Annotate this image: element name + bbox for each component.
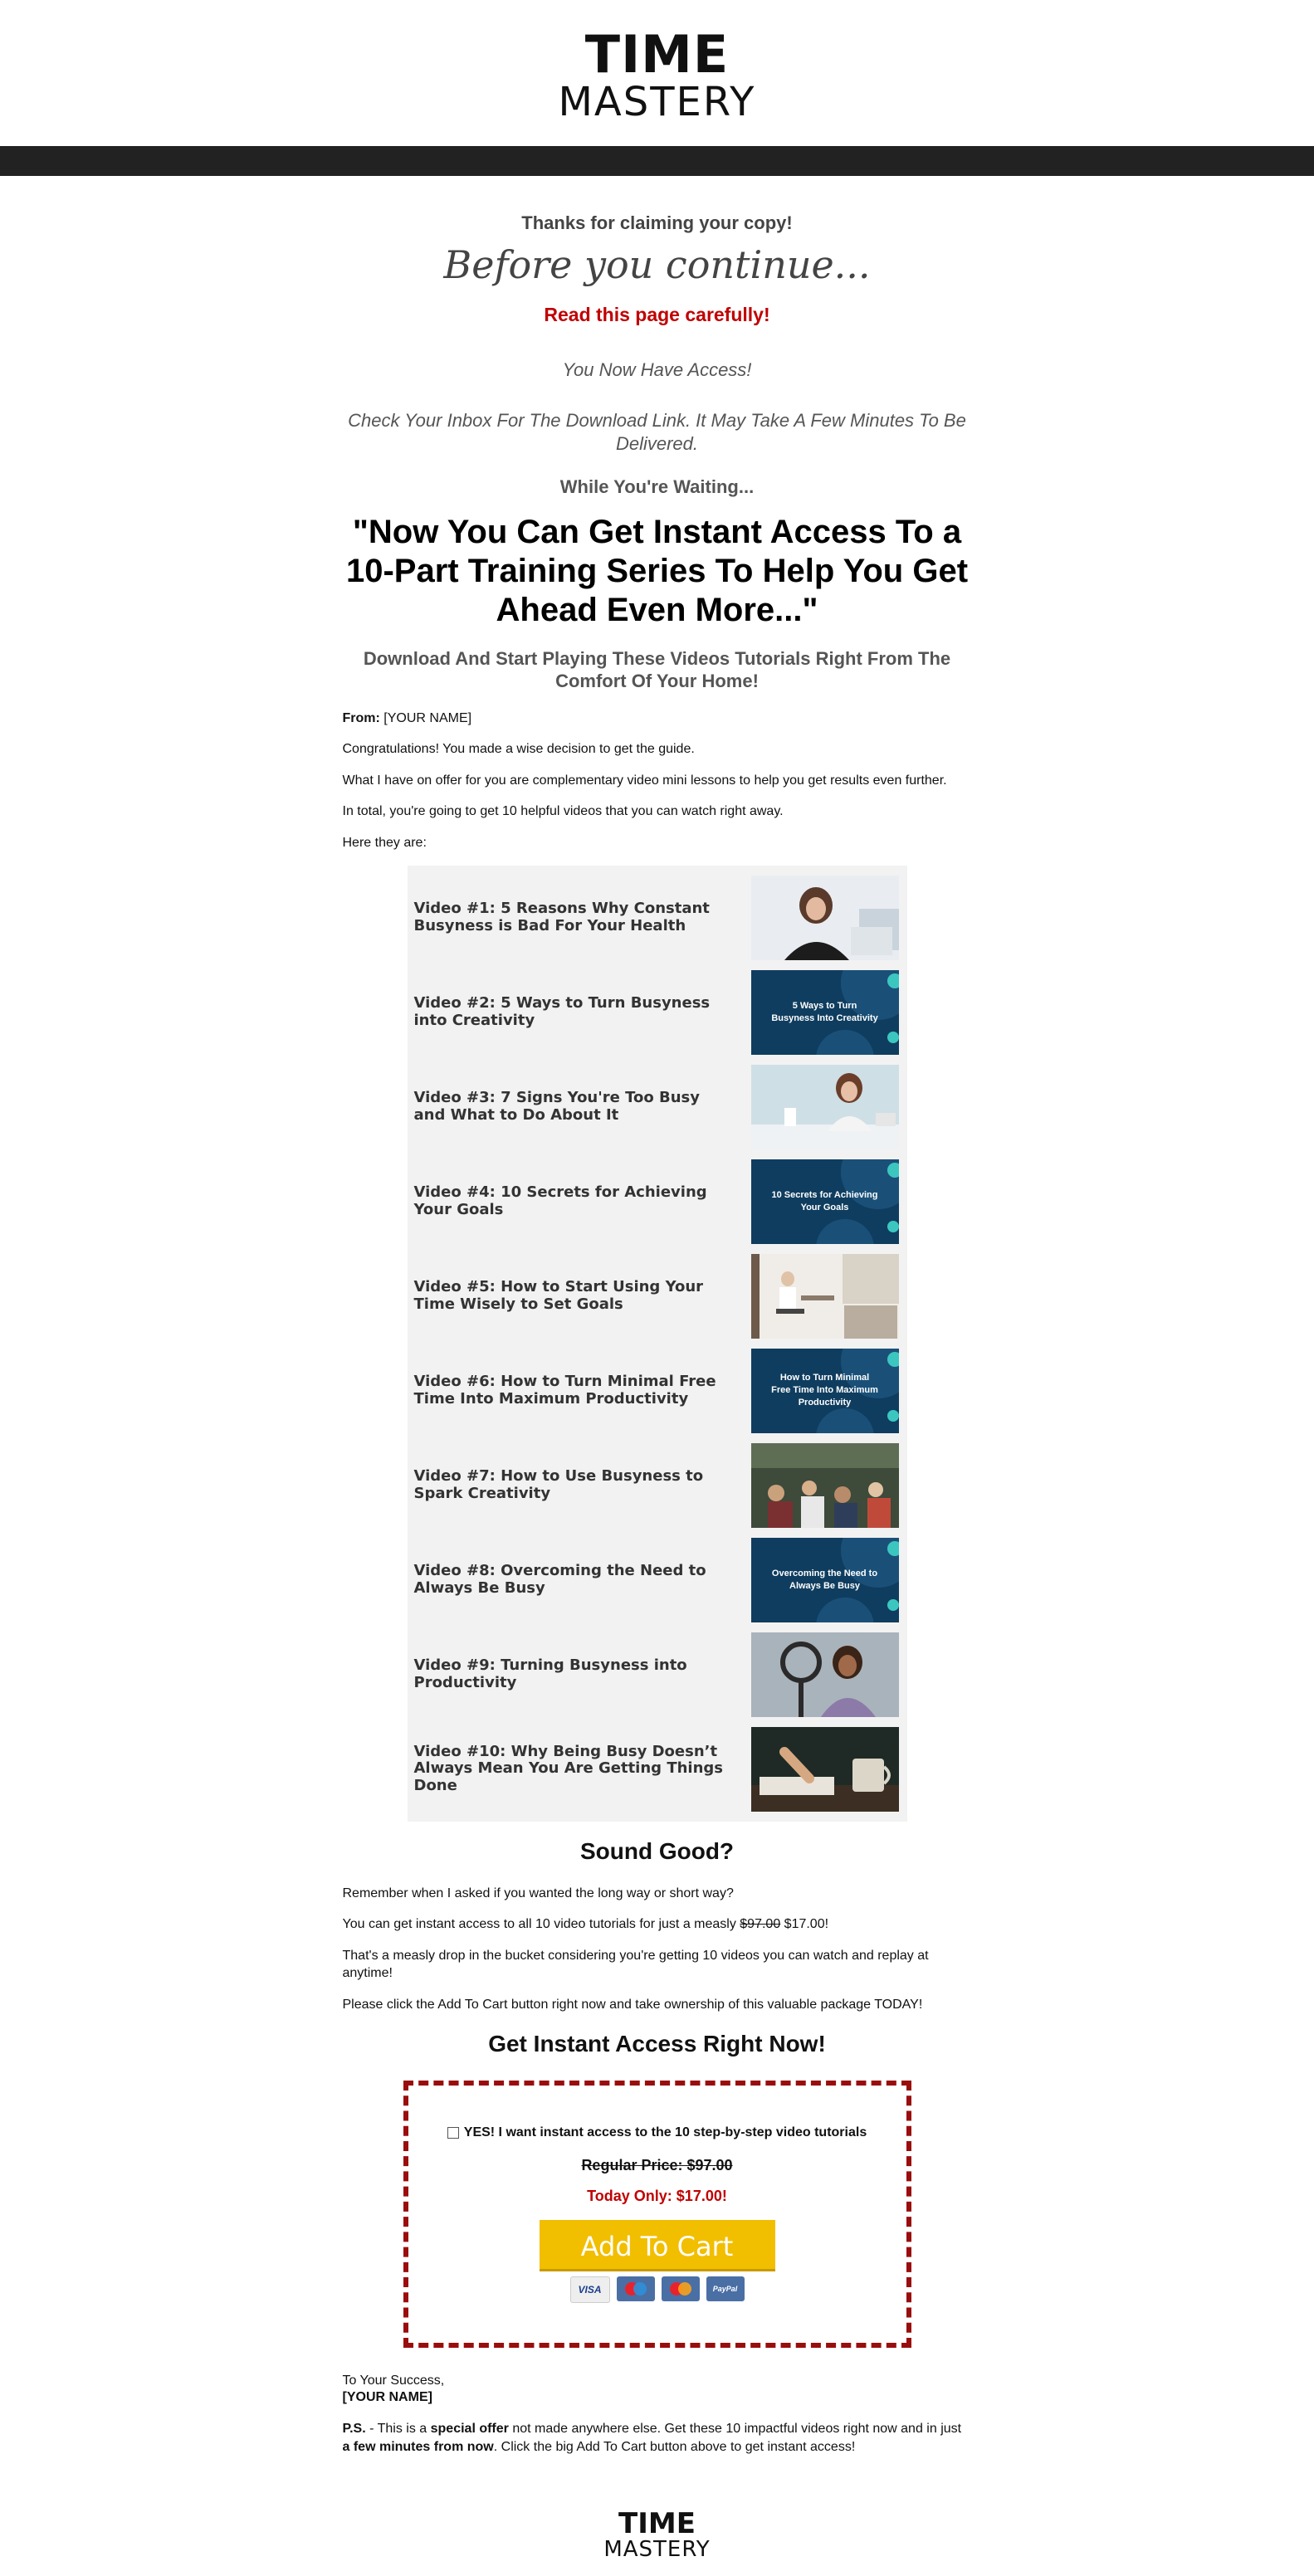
access-text: You Now Have Access! [562,359,752,380]
video-title: Video #4: 10 Secrets for Achieving Your Goals [413,1183,707,1218]
waiting-text: While You're Waiting... [559,476,755,497]
video-title: Video #10: Why Being Busy Doesn’t Always Mean You Are Getting Things Done [413,1742,723,1794]
add-to-cart-button[interactable]: Add To Cart [540,2220,775,2271]
video-title: Video #7: How to Use Busyness to Spark Creativity [413,1466,704,1502]
subheadline: Download And Start Playing These Videos Tutorials Right From The Comfort Of Your Home! [363,647,951,692]
inbox-text: Check Your Inbox For The Download Link. It May Take A Few Minutes To Be Delivered. [348,410,966,454]
video-title: Video #1: 5 Reasons Why Constant Busyness is Bad For Your Health [413,899,710,934]
thumbnail-caption: 5 Ways to Turn Busyness Into Creativity [771,1000,878,1023]
mastercard-icon [662,2276,700,2301]
offer-paragraph: That's a measly drop in the bucket considering you're getting 10 videos you can watch and replay at anytime! [342,1948,929,1981]
letter-paragraph: Congratulations! You made a wise decision to get the guide. [342,742,695,757]
footer-logo [0,2507,1314,2562]
regular-price: Regular Price: $97.00 [581,2156,733,2174]
video-item [414,1533,899,1627]
letter-paragraph: What I have on offer for you are complementary video mini lessons to help you get results even further. [342,773,947,788]
video-thumbnail-photo [751,1254,899,1339]
offer-paragraph: Please click the Add To Cart button right now and take ownership of this valuable package TODAY! [342,1997,923,2012]
sound-good-heading: Sound Good? [579,1837,735,1864]
video-item [414,1060,899,1154]
instant-access-checkbox-label[interactable] [408,2125,906,2140]
video-title: Video #8: Overcoming the Need to Always Be Busy [413,1561,706,1597]
get-access-heading: Get Instant Access Right Now! [488,2030,826,2056]
video-thumbnail-slide [751,970,899,1055]
visa-icon: VISA [570,2276,610,2303]
video-item [414,1627,899,1722]
from-name: [YOUR NAME] [383,710,472,725]
price-text: You can get instant access to all 10 video tutorials for just a measly [342,1917,740,1932]
offer-paragraph-price [343,1915,972,1934]
video-list [408,866,907,1822]
video-thumbnail-photo [751,876,899,960]
from-label: From: [342,710,380,725]
video-thumbnail-photo [751,1443,899,1528]
thumbnail-caption: Overcoming the Need to Always Be Busy [771,1568,878,1591]
video-title: Video #9: Turning Busyness into Productivity [413,1656,687,1691]
order-box [403,2081,911,2348]
today-price: Today Only: $17.00! [587,2187,727,2204]
video-thumbnail-slide [751,1538,899,1622]
letter-paragraph: In total, you're going to get 10 helpful videos that you can watch right away. [342,804,784,819]
video-item [414,871,899,965]
video-title: Video #2: 5 Ways to Turn Busyness into Creativity [413,993,711,1029]
site-header [0,0,1314,146]
postscript: P.S. - This is a special offer not made anywhere else. Get these 10 impactful videos right now and in just a few minutes from now. Click the big Add To Cart button above to get instant access! [342,2422,962,2454]
video-item [414,1249,899,1344]
thumbnail-caption: How to Turn Minimal Free Time Into Maximum Productivity [771,1373,878,1408]
old-price: $97.00 [740,1917,781,1932]
video-thumbnail-slide [751,1349,899,1433]
signoff-line: To Your Success, [342,2373,445,2388]
logo-time: TIME [584,23,730,85]
logo-mastery: MASTERY [558,78,756,125]
offer-paragraph: Remember when I asked if you wanted the long way or short way? [342,1886,734,1900]
header-divider-bar [0,146,1314,176]
video-thumbnail-photo [751,1632,899,1717]
main-headline: "Now You Can Get Instant Access To a 10-Part Training Series To Help You Get Ahead Even More..." [345,514,969,629]
from-line [343,710,972,728]
video-item [414,1344,899,1438]
video-item [414,965,899,1060]
before-continue-heading: Before you continue... [443,242,871,287]
video-item [414,1154,899,1249]
footer-logo-mastery: MASTERY [603,2537,711,2562]
checkbox-text: YES! I want instant access to the 10 step-by-step video tutorials [463,2125,867,2139]
video-title: Video #3: 7 Signs You're Too Busy and What to Do About It [413,1088,700,1124]
maestro-icon [617,2276,655,2301]
footer-logo-time: TIME [618,2507,696,2540]
video-title: Video #6: How to Turn Minimal Free Time Into Maximum Productivity [413,1372,716,1408]
read-carefully-text: Read this page carefully! [544,304,770,325]
signoff [343,2373,972,2408]
paypal-icon: PayPal [706,2276,745,2301]
letter-paragraph: Here they are: [342,835,427,850]
video-thumbnail-photo [751,1065,899,1149]
video-title: Video #5: How to Start Using Your Time Wisely to Set Goals [413,1277,704,1313]
video-thumbnail-slide [751,1159,899,1244]
video-thumbnail-photo [751,1727,899,1812]
video-item [414,1438,899,1533]
main-content [343,176,972,2456]
new-price: $17.00! [780,1917,829,1932]
thumbnail-caption: 10 Secrets for Achieving Your Goals [771,1189,878,1212]
video-item [414,1722,899,1817]
thanks-text: Thanks for claiming your copy! [521,212,793,233]
signoff-name: [YOUR NAME] [342,2390,432,2405]
instant-access-checkbox[interactable] [447,2127,459,2139]
payment-cards [408,2276,906,2303]
